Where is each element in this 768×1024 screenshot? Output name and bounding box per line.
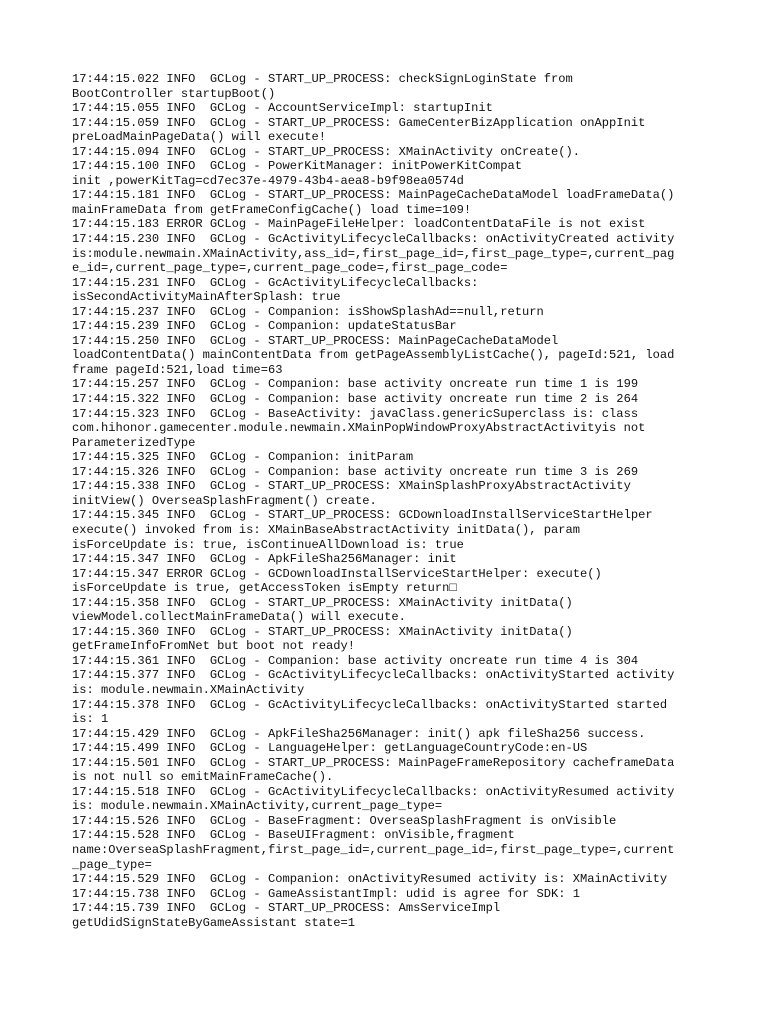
log-line: 17:44:15.358 INFO GCLog - START_UP_PROCESS: XMainActivity initData() bbox=[72, 595, 573, 610]
log-line: e_id=,current_page_type=,current_page_code=,first_page_code= bbox=[72, 261, 508, 276]
log-line: 17:44:15.257 INFO GCLog - Companion: base activity oncreate run time 1 is 199 bbox=[72, 377, 639, 392]
log-line: 17:44:15.347 ERROR GCLog - GCDownloadInstallServiceStartHelper: execute() bbox=[72, 566, 602, 581]
log-line: 17:44:15.237 INFO GCLog - Companion: isShowSplashAd==null,return bbox=[72, 304, 544, 319]
log-line: 17:44:15.250 INFO GCLog - START_UP_PROCESS: MainPageCacheDataModel bbox=[72, 333, 559, 348]
log-line: 17:44:15.183 ERROR GCLog - MainPageFileHelper: loadContentDataFile is not exist bbox=[72, 217, 646, 232]
log-line: frame pageId:521,load time=63 bbox=[72, 362, 283, 377]
log-text-block bbox=[72, 72, 702, 930]
log-line: preLoadMainPageData() will execute! bbox=[72, 130, 327, 145]
log-line: 17:44:15.230 INFO GCLog - GcActivityLifecycleCallbacks: onActivityCreated activity bbox=[72, 232, 675, 247]
log-line: BootController startupBoot() bbox=[72, 86, 276, 101]
log-line: 17:44:15.529 INFO GCLog - Companion: onActivityResumed activity is: XMainActivity bbox=[72, 872, 668, 887]
document-page bbox=[72, 72, 702, 930]
log-line: is: 1 bbox=[72, 712, 109, 727]
log-line: 17:44:15.518 INFO GCLog - GcActivityLifecycleCallbacks: onActivityResumed activity bbox=[72, 784, 675, 799]
log-line: 17:44:15.239 INFO GCLog - Companion: updateStatusBar bbox=[72, 319, 457, 334]
log-line: 17:44:15.094 INFO GCLog - START_UP_PROCESS: XMainActivity onCreate(). bbox=[72, 144, 581, 159]
log-line: 17:44:15.499 INFO GCLog - LanguageHelper: getLanguageCountryCode:en-US bbox=[72, 741, 588, 756]
log-line: _page_type= bbox=[72, 857, 152, 872]
log-line: 17:44:15.181 INFO GCLog - START_UP_PROCESS: MainPageCacheDataModel loadFrameData() bbox=[72, 188, 675, 203]
log-line: isSecondActivityMainAfterSplash: true bbox=[72, 290, 341, 305]
log-line: 17:44:15.322 INFO GCLog - Companion: base activity oncreate run time 2 is 264 bbox=[72, 392, 639, 407]
log-line: 17:44:15.347 INFO GCLog - ApkFileSha256Manager: init bbox=[72, 552, 457, 567]
log-line: is: module.newmain.XMainActivity bbox=[72, 682, 305, 697]
log-line: 17:44:15.231 INFO GCLog - GcActivityLifecycleCallbacks: bbox=[72, 275, 479, 290]
log-line: getFrameInfoFromNet but boot not ready! bbox=[72, 639, 356, 654]
log-line: 17:44:15.345 INFO GCLog - START_UP_PROCESS: GCDownloadInstallServiceStartHelper bbox=[72, 508, 653, 523]
log-line: 17:44:15.429 INFO GCLog - ApkFileSha256Manager: init() apk fileSha256 success. bbox=[72, 726, 646, 741]
log-line: 17:44:15.378 INFO GCLog - GcActivityLifecycleCallbacks: onActivityStarted started bbox=[72, 697, 668, 712]
log-line: loadContentData() mainContentData from getPageAssemblyListCache(), pageId:521, load bbox=[72, 348, 675, 363]
log-line: 17:44:15.055 INFO GCLog - AccountServiceImpl: startupInit bbox=[72, 101, 493, 116]
log-line: init ,powerKitTag=cd7ec37e-4979-43b4-aea8-b9f98ea0574d bbox=[72, 173, 464, 188]
log-line: execute() invoked from is: XMainBaseAbstractActivity initData(), param bbox=[72, 522, 581, 537]
log-line: getUdidSignStateByGameAssistant state=1 bbox=[72, 915, 356, 930]
log-line: is not null so emitMainFrameCache(). bbox=[72, 770, 334, 785]
log-line: mainFrameData from getFrameConfigCache() load time=109! bbox=[72, 202, 472, 217]
log-line: 17:44:15.526 INFO GCLog - BaseFragment: OverseaSplashFragment is onVisible bbox=[72, 813, 617, 828]
log-line: 17:44:15.323 INFO GCLog - BaseActivity: javaClass.genericSuperclass is: class bbox=[72, 406, 639, 421]
log-line: 17:44:15.377 INFO GCLog - GcActivityLifecycleCallbacks: onActivityStarted activity bbox=[72, 668, 675, 683]
log-line: 17:44:15.326 INFO GCLog - Companion: base activity oncreate run time 3 is 269 bbox=[72, 464, 639, 479]
log-line: viewModel.collectMainFrameData() will execute. bbox=[72, 610, 406, 625]
log-line: 17:44:15.738 INFO GCLog - GameAssistantImpl: udid is agree for SDK: 1 bbox=[72, 886, 581, 901]
log-line: 17:44:15.059 INFO GCLog - START_UP_PROCESS: GameCenterBizApplication onAppInit bbox=[72, 115, 646, 130]
log-line: name:OverseaSplashFragment,first_page_id=,current_page_id=,first_page_type=,current bbox=[72, 842, 675, 857]
log-line: ParameterizedType bbox=[72, 435, 196, 450]
log-line: is: module.newmain.XMainActivity,current_page_type= bbox=[72, 799, 443, 814]
log-line: 17:44:15.325 INFO GCLog - Companion: initParam bbox=[72, 450, 414, 465]
log-line: 17:44:15.739 INFO GCLog - START_UP_PROCESS: AmsServiceImpl bbox=[72, 901, 501, 916]
log-line: com.hihonor.gamecenter.module.newmain.XMainPopWindowProxyAbstractActivityis not bbox=[72, 421, 646, 436]
log-line: 17:44:15.361 INFO GCLog - Companion: base activity oncreate run time 4 is 304 bbox=[72, 653, 639, 668]
log-line: 17:44:15.338 INFO GCLog - START_UP_PROCESS: XMainSplashProxyAbstractActivity bbox=[72, 479, 631, 494]
log-line: initView() OverseaSplashFragment() create. bbox=[72, 493, 377, 508]
log-line: 17:44:15.528 INFO GCLog - BaseUIFragment: onVisible,fragment bbox=[72, 828, 515, 843]
log-line: 17:44:15.022 INFO GCLog - START_UP_PROCESS: checkSignLoginState from bbox=[72, 72, 573, 86]
log-line: isForceUpdate is: true, isContinueAllDownload is: true bbox=[72, 537, 464, 552]
log-line: 17:44:15.360 INFO GCLog - START_UP_PROCESS: XMainActivity initData() bbox=[72, 624, 573, 639]
log-line: is:module.newmain.XMainActivity,ass_id=,first_page_id=,first_page_type=,current_pag bbox=[72, 246, 675, 261]
log-line: 17:44:15.501 INFO GCLog - START_UP_PROCESS: MainPageFrameRepository cacheframeData bbox=[72, 755, 675, 770]
log-line: 17:44:15.100 INFO GCLog - PowerKitManager: initPowerKitCompat bbox=[72, 159, 522, 174]
log-line: isForceUpdate is true, getAccessToken isEmpty return□ bbox=[72, 581, 457, 596]
